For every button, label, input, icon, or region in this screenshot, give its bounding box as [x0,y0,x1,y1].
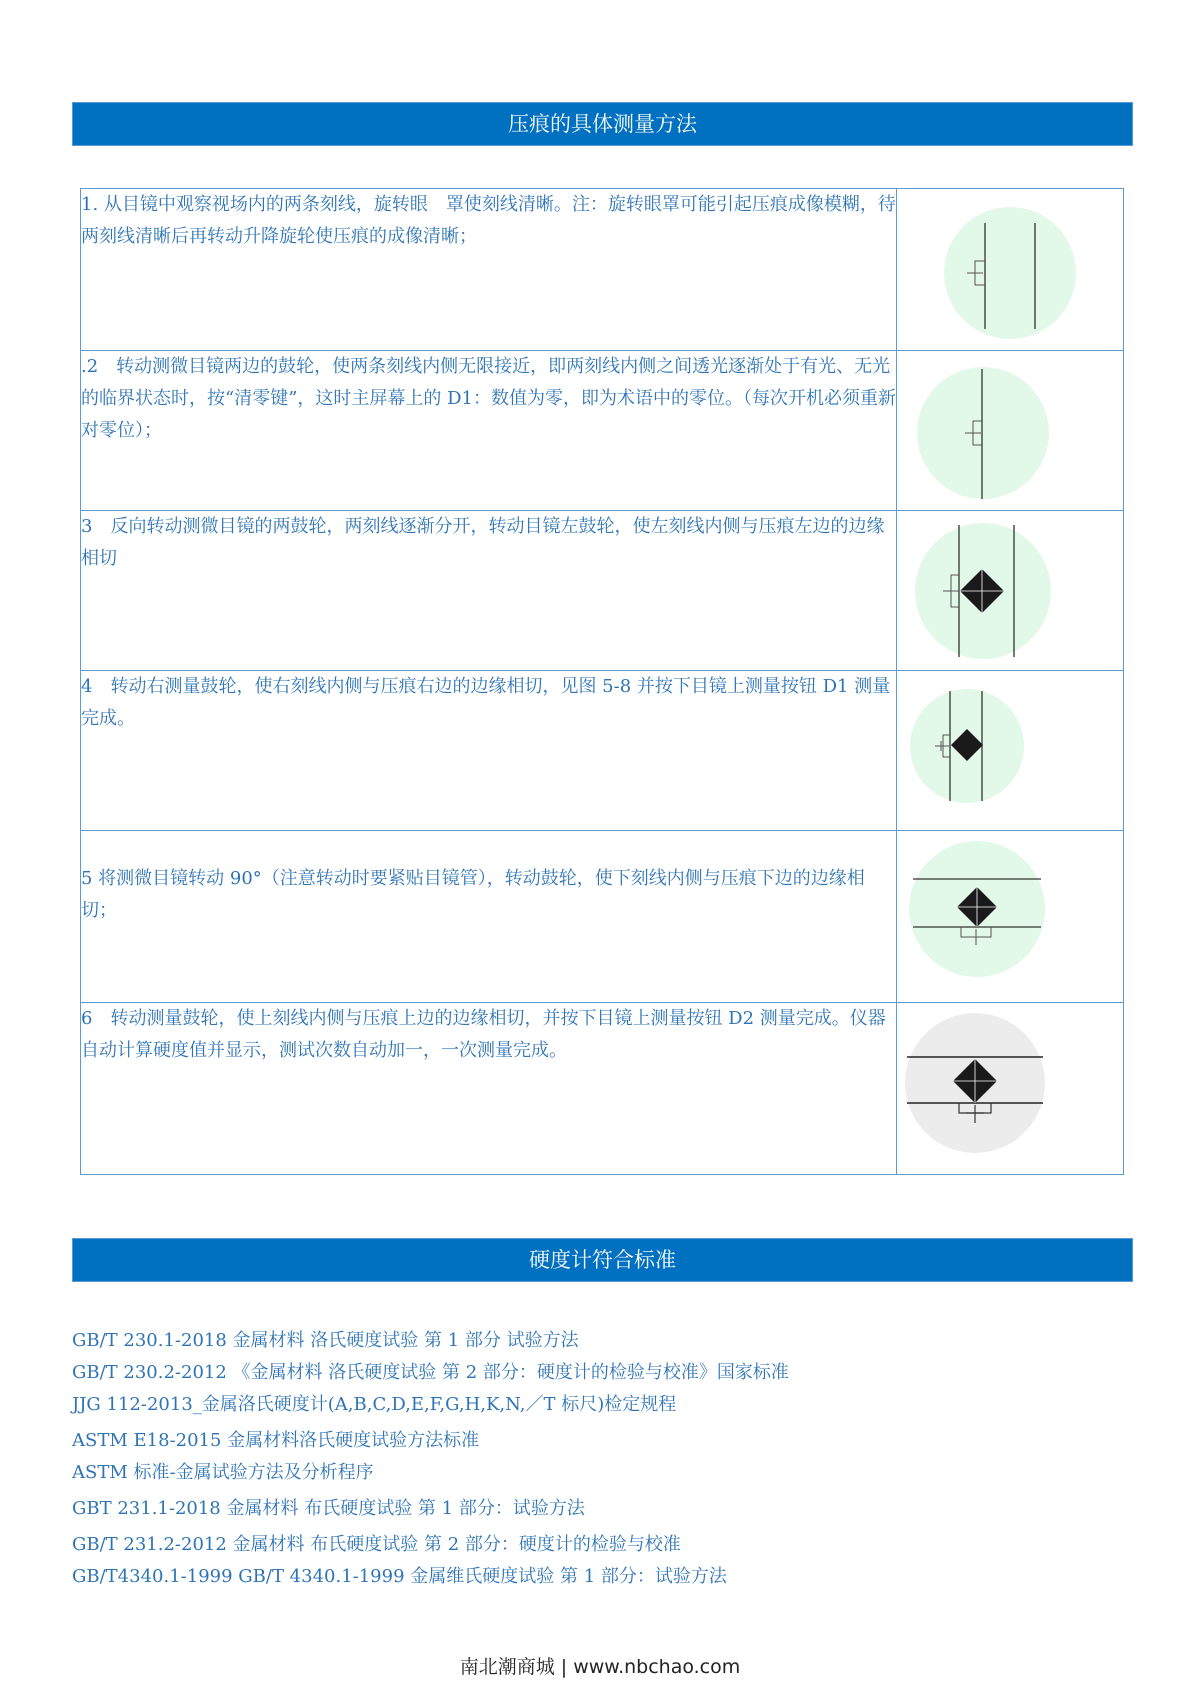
step-illustration [897,189,1124,351]
step-illustration [897,671,1124,831]
step-text: 6 转动测量鼓轮，使上刻线内侧与压痕上边的边缘相切，并按下目镜上测量按钮 D2 测量完成。仪器自动计算硬度值并显示，测试次数自动加一，一次测量完成。 [81,1003,897,1175]
step-text: 5 将测微目镜转动 90°（注意转动时要紧贴目镜管），转动鼓轮，使下刻线内侧与压痕下边的边缘相切； [81,831,897,1003]
standard-item: GB/T4340.1-1999 GB/T 4340.1-1999 金属维氏硬度试验 第 1 部分：试验方法 [72,1566,727,1587]
step-row [81,351,1124,511]
eyepiece-view-2 [897,351,1123,509]
eyepiece-view-6 [897,1003,1123,1173]
step-text: 4 转动右测量鼓轮，使右刻线内侧与压痕右边的边缘相切，见图 5-8 并按下目镜上测量按钮 D1 测量完成。 [81,671,897,831]
step-text: 1. 从目镜中观察视场内的两条刻线，旋转眼 罩使刻线清晰。注：旋转眼罩可能引起压痕成像模糊，待两刻线清晰后再转动升降旋轮使压痕的成像清晰； [81,189,897,351]
step-row [81,831,1124,1003]
standard-item: GB/T 230.1-2018 金属材料 洛氏硬度试验 第 1 部分 试验方法 [72,1330,579,1351]
step-illustration [897,351,1124,511]
eyepiece-view-5 [897,831,1123,1001]
step-row [81,671,1124,831]
step-row [81,511,1124,671]
step-row [81,189,1124,351]
step-row [81,1003,1124,1175]
section-banner-standards: 硬度计符合标准 [72,1238,1133,1282]
measurement-steps-table [80,188,1124,1175]
eyepiece-view-3 [897,511,1123,669]
step-illustration [897,511,1124,671]
standard-item: GB/T 231.2-2012 金属材料 布氏硬度试验 第 2 部分：硬度计的检验与校准 [72,1534,681,1555]
step-text: 3 反向转动测微目镜的两鼓轮，两刻线逐渐分开，转动目镜左鼓轮，使左刻线内侧与压痕左边的边缘相切 [81,511,897,671]
footer-site-link[interactable]: 南北潮商城 | www.nbchao.com [459,1656,741,1678]
standard-item: ASTM 标准-金属试验方法及分析程序 [72,1462,374,1483]
step-illustration [897,1003,1124,1175]
step-text: .2 转动测微目镜两边的鼓轮，使两条刻线内侧无限接近，即两刻线内侧之间透光逐渐处于有光、无光的临界状态时，按“清零键”，这时主屏幕上的 D1：数值为零，即为术语中的零位。（每次开机必须重新对零位）； [81,351,897,511]
standard-item: ASTM E18-2015 金属材料洛氏硬度试验方法标准 [72,1430,480,1451]
section-banner-measurement-method: 压痕的具体测量方法 [72,102,1133,146]
standard-item: GB/T 230.2-2012 《金属材料 洛氏硬度试验 第 2 部分：硬度计的检验与校准》国家标准 [72,1362,789,1383]
eyepiece-view-1 [897,189,1123,349]
standard-item: JJG 112-2013_金属洛氏硬度计(A,B,C,D,E,F,G,H,K,N,／T 标尺)检定规程 [72,1394,677,1415]
eyepiece-view-4 [897,671,1123,829]
step-illustration [897,831,1124,1003]
standard-item: GBT 231.1-2018 金属材料 布氏硬度试验 第 1 部分：试验方法 [72,1498,585,1519]
